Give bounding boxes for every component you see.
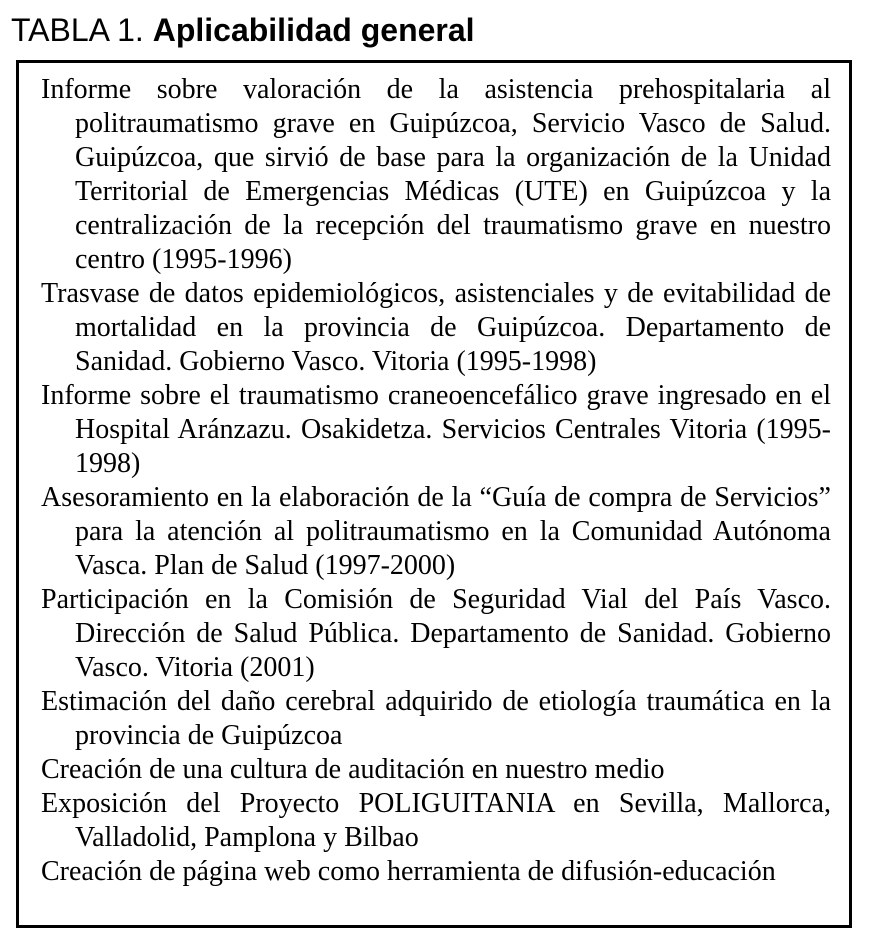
table-heading: Aplicabilidad general: [152, 12, 475, 48]
list-item: Informe sobre el traumatismo craneoencefálico grave ingresado en el Hospital Aránzazu. Osakidetza. Servicios Centrales Vitoria (1995-1998): [41, 380, 831, 479]
table-title: [11, 10, 475, 50]
table-number: TABLA 1.: [11, 12, 144, 48]
list-item: Trasvase de datos epidemiológicos, asistenciales y de evitabilidad de mortalidad en la provincia de Guipúzcoa. Departamento de Sanidad. Gobierno Vasco. Vitoria (1995-1998): [41, 278, 831, 377]
list-item: Participación en la Comisión de Seguridad Vial del País Vasco. Dirección de Salud Pública. Departamento de Sanidad. Gobierno Vasco. Vitoria (2001): [41, 584, 831, 683]
list-item: Creación de una cultura de auditación en nuestro medio: [41, 754, 665, 785]
list-item: Informe sobre valoración de la asistencia prehospitalaria al politraumatismo grave en Guipúzcoa, Servicio Vasco de Salud. Guipúzcoa, que sirvió de base para la organización de la Unidad Territorial de Emergencias Médicas (UTE) en Guipúzcoa y la centralización de la recepción del traumatismo grave en nuestro centro (1995-1996): [41, 74, 831, 275]
table-box: [16, 60, 852, 928]
list-item: Asesoramiento en la elaboración de la “Guía de compra de Servicios” para la atención al politraumatismo en la Comunidad Autónoma Vasca. Plan de Salud (1997-2000): [41, 482, 831, 581]
list-item: Estimación del daño cerebral adquirido de etiología traumática en la provincia de Guipúzcoa: [41, 686, 831, 751]
list-item: Exposición del Proyecto POLIGUITANIA en Sevilla, Mallorca, Valladolid, Pamplona y Bilbao: [41, 788, 831, 853]
list-item: Creación de página web como herramienta de difusión-educación: [41, 856, 776, 887]
